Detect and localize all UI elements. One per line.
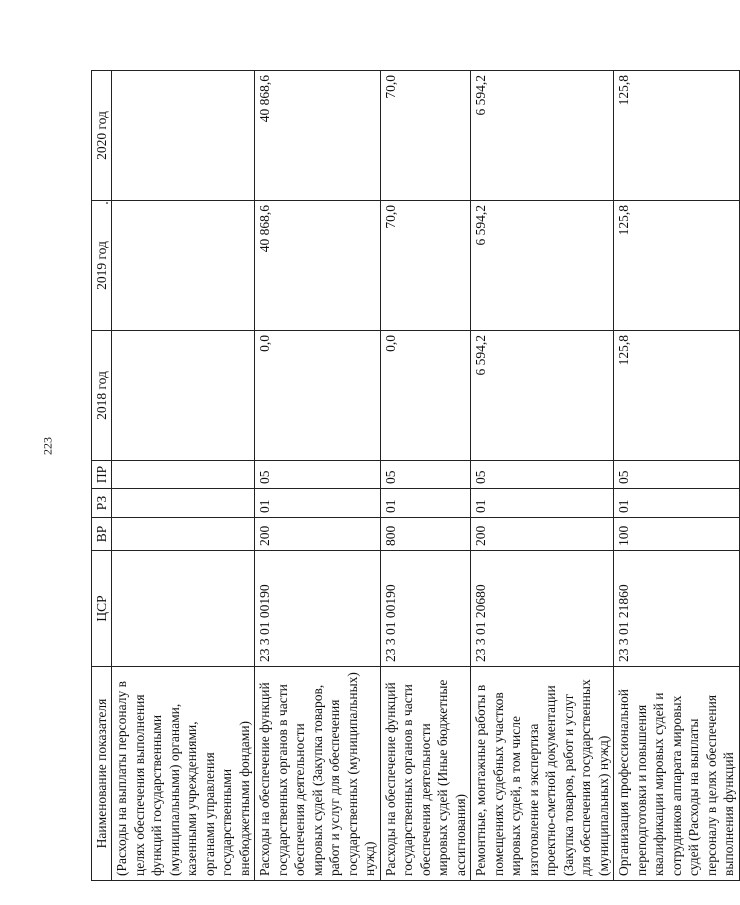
rotated-table-container xyxy=(91,71,736,881)
header-rz: РЗ xyxy=(92,489,112,518)
cell-rz: 01 xyxy=(471,489,614,518)
table-row xyxy=(614,71,740,881)
cell-2020: 125,8 xyxy=(614,71,740,201)
cell-vr xyxy=(112,518,255,551)
cell-2018: 6 594,2 xyxy=(471,331,614,461)
cell-vr: 200 xyxy=(471,518,614,551)
cell-2020: 6 594,2 xyxy=(471,71,614,201)
cell-rz: 01 xyxy=(380,489,471,518)
budget-table xyxy=(91,70,740,881)
page-number: 223 xyxy=(40,437,55,455)
cell-pr: 05 xyxy=(380,461,471,489)
cell-2019: 125,8 xyxy=(614,201,740,331)
cell-csr: 23 3 01 20680 xyxy=(471,551,614,667)
table-row xyxy=(380,71,471,881)
cell-rz: 01 xyxy=(255,489,381,518)
table-header-row xyxy=(92,71,112,881)
cell-csr xyxy=(112,551,255,667)
cell-csr: 23 3 01 00190 xyxy=(380,551,471,667)
header-2019: 2019 год xyxy=(92,201,112,331)
cell-pr: 05 xyxy=(614,461,740,489)
cell-name: Организация профессиональной переподготовки и повышения квалификации мировых судей и сотрудников аппарата мировых судей (Расходы на выплаты персоналу в целях обеспечения выполнения функций xyxy=(614,667,740,881)
cell-2019: 6 594,2 xyxy=(471,201,614,331)
cell-2020: 40 868,6 xyxy=(255,71,381,201)
cell-2018: 125,8 xyxy=(614,331,740,461)
cell-pr: 05 xyxy=(471,461,614,489)
cell-2020: 70,0 xyxy=(380,71,471,201)
header-2018: 2018 год xyxy=(92,331,112,461)
table-row xyxy=(112,71,255,881)
cell-name: Ремонтные, монтажные работы в помещениях судебных участков мировых судей, в том числе изготовление и экспертиза проектно-сметной документации (Закупка товаров, работ и услуг для обеспечения государственных (муниципальных) нужд) xyxy=(471,667,614,881)
table-row xyxy=(255,71,381,881)
header-csr: ЦСР xyxy=(92,551,112,667)
cell-rz xyxy=(112,489,255,518)
cell-rz: 01 xyxy=(614,489,740,518)
header-vr: ВР xyxy=(92,518,112,551)
cell-2019 xyxy=(112,201,255,331)
cell-2018: 0,0 xyxy=(380,331,471,461)
cell-csr: 23 3 01 00190 xyxy=(255,551,381,667)
table-row xyxy=(471,71,614,881)
cell-2018: 0,0 xyxy=(255,331,381,461)
cell-2019: 40 868,6 xyxy=(255,201,381,331)
cell-2018 xyxy=(112,331,255,461)
cell-vr: 200 xyxy=(255,518,381,551)
header-pr: ПР xyxy=(92,461,112,489)
cell-pr: 05 xyxy=(255,461,381,489)
cell-2019: 70,0 xyxy=(380,201,471,331)
cell-vr: 100 xyxy=(614,518,740,551)
cell-csr: 23 3 01 21860 xyxy=(614,551,740,667)
cell-vr: 800 xyxy=(380,518,471,551)
cell-2020 xyxy=(112,71,255,201)
cell-name: Расходы на обеспечение функций государственных органов в части обеспечения деятельности мировых судей (Иные бюджетные ассигнования) xyxy=(380,667,471,881)
cell-name: Расходы на обеспечение функций государственных органов в части обеспечения деятельности мировых судей (Закупка товаров, работ и услуг для обеспечения государственных (муниципальных) нужд) xyxy=(255,667,381,881)
header-name: Наименование показателя xyxy=(92,667,112,881)
cell-name: (Расходы на выплаты персоналу в целях обеспечения выполнения функций государственными (муниципальными) органами, казенными учреждениями, органами управления государственными внебюджетными фондами) xyxy=(112,667,255,881)
header-2020: 2020 год xyxy=(92,71,112,201)
cell-pr xyxy=(112,461,255,489)
